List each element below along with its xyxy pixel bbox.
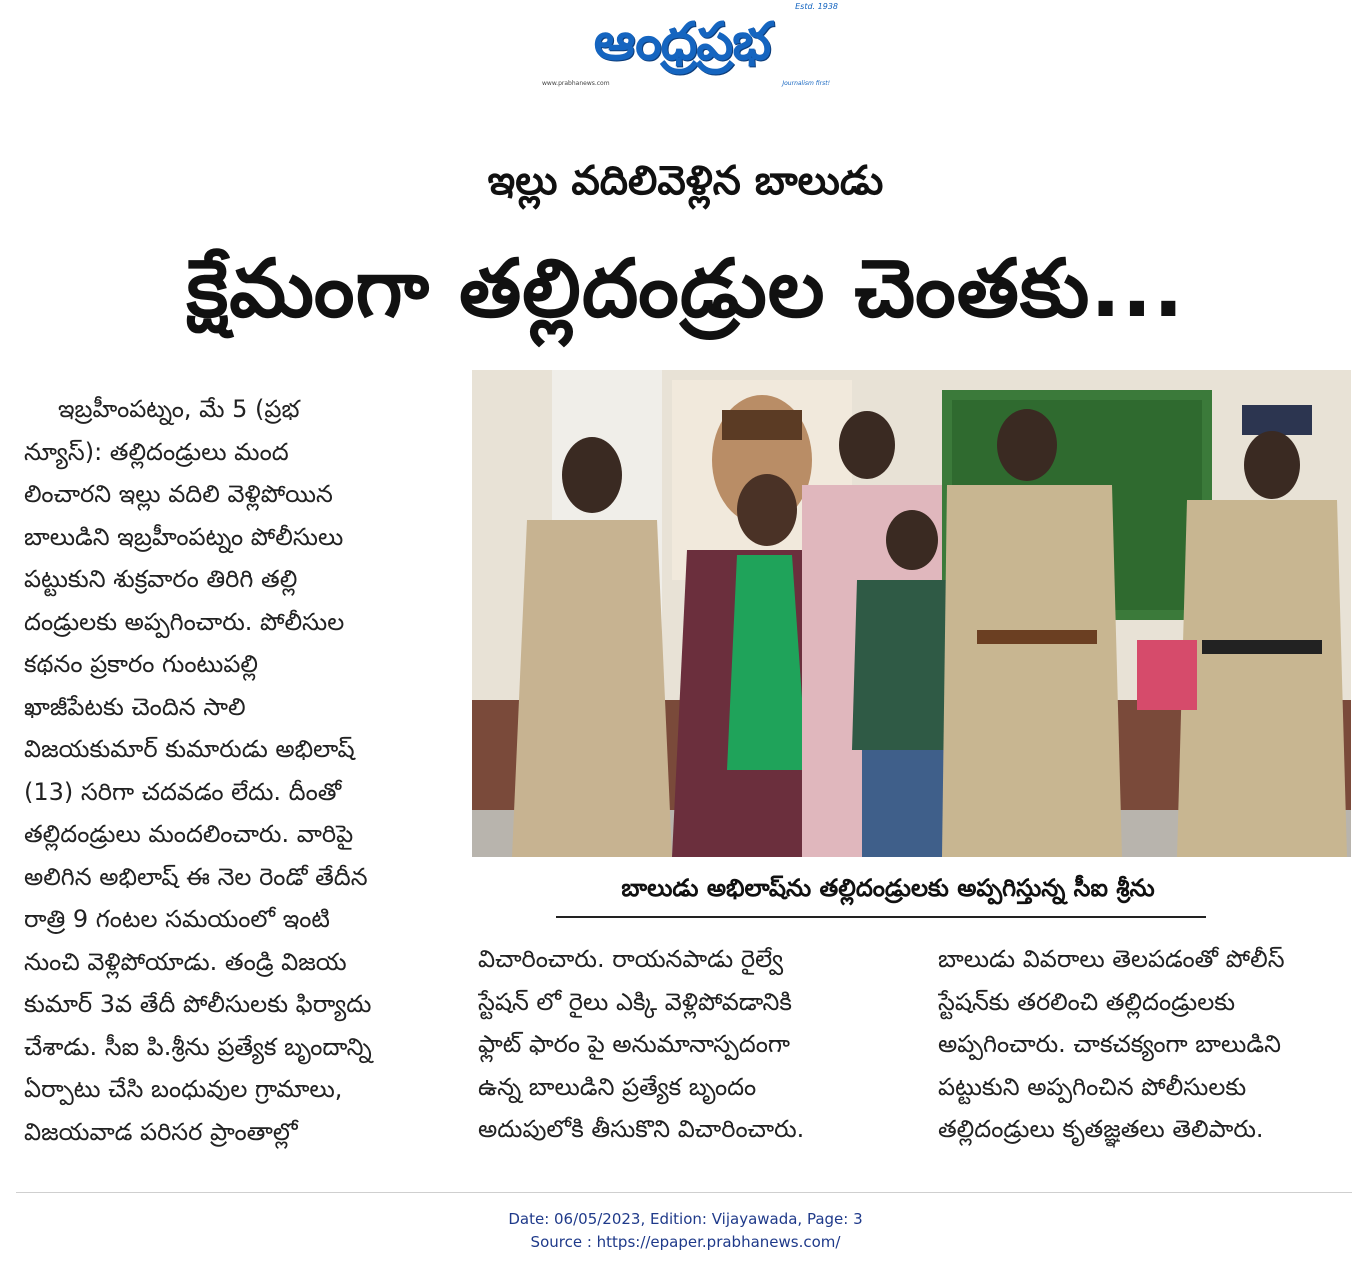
text-line: ఏర్పాటు చేసి బంధువుల గ్రామాలు,: [24, 1075, 343, 1103]
news-photo: [472, 370, 1351, 857]
article-column-3: [938, 938, 1338, 1151]
article-column-2: [478, 938, 882, 1151]
text-line: (13) సరిగా చదవడం లేదు. దీంతో: [24, 777, 342, 806]
text-line: స్టేషన్ లో రైలు ఎక్కి వెళ్లిపోవడానికి: [478, 987, 792, 1016]
photo-caption: బాలుడు అభిలాష్‌ను తల్లిదండ్రులకు అప్పగిస్తున్న సీఐ శ్రీను: [621, 874, 1155, 902]
caption-divider: [556, 916, 1206, 918]
article-kicker: ఇల్లు వదిలివెళ్లిన బాలుడు: [487, 158, 884, 204]
text-line: స్టేషన్‌కు తరలించి తల్లిదండ్రులకు: [938, 987, 1236, 1016]
masthead-tagline: Journalism first!: [782, 80, 830, 87]
text-line: ఖాజీపేటకు చెందిన సాలి: [24, 692, 246, 721]
text-line: పట్టుకుని శుక్రవారం తిరిగి తల్లి: [24, 565, 298, 593]
text-line: లించారని ఇల్లు వదిలి వెళ్లిపోయిన: [24, 480, 333, 508]
footer-divider: [16, 1192, 1352, 1193]
text-line: అప్పగించారు. చాకచక్యంగా బాలుడిని: [938, 1030, 1281, 1058]
text-line: రాత్రి 9 గంటల సమయంలో ఇంటి: [24, 905, 330, 933]
text-line: చేశాడు. సీఐ పి.శ్రీను ప్రత్యేక బృందాన్ని: [24, 1032, 372, 1061]
text-line: విజయకుమార్ కుమారుడు అభిలాష్: [24, 735, 355, 763]
footer: [0, 1208, 1371, 1254]
text-line: విజయవాడ పరిసర ప్రాంతాల్లో: [24, 1117, 298, 1146]
text-line: ఉన్న బాలుడిని ప్రత్యేక బృందం: [478, 1072, 757, 1101]
text-line: ఇబ్రహీంపట్నం, మే 5 (ప్రభ: [58, 395, 300, 423]
text-line: విచారించారు. రాయనపాడు రైల్వే: [478, 945, 784, 973]
text-line: కుమార్ 3వ తేదీ పోలీసులకు ఫిర్యాదు: [24, 990, 372, 1018]
text-line: బాలుడిని ఇబ్రహీంపట్నం పోలీసులు: [24, 522, 344, 551]
masthead-logo: [530, 2, 840, 92]
text-line: ఫ్లాట్ ఫారం పై అనుమానాస్పదంగా: [478, 1030, 791, 1058]
text-line: తల్లిదండ్రులు కృతజ్ఞతలు తెలిపారు.: [938, 1115, 1264, 1143]
masthead-title: ఆంధ్రప్రభ: [593, 12, 771, 72]
text-line: పట్టుకుని అప్పగించిన పోలీసులకు: [938, 1072, 1247, 1101]
masthead-estd: Estd. 1938: [795, 2, 838, 11]
text-line: బాలుడు వివరాలు తెలపడంతో పోలీస్: [938, 945, 1285, 973]
text-line: న్యూస్): తల్లిదండ్రులు మంద: [24, 437, 289, 466]
text-line: నుంచి వెళ్లిపోయాడు. తండ్రి విజయ: [24, 947, 347, 976]
text-line: అలిగిన అభిలాష్ ఈ నెల రెండో తేదీన: [24, 862, 368, 891]
text-line: కథనం ప్రకారం గుంటుపల్లి: [24, 650, 258, 678]
text-line: దండ్రులకు అప్పగించారు. పోలీసుల: [24, 607, 345, 636]
footer-source: Source : https://epaper.prabhanews.com/: [530, 1233, 841, 1251]
photo-illustration: [472, 370, 1351, 857]
article-headline: క్షేమంగా తల్లిదండ్రుల చెంతకు...: [186, 242, 1185, 335]
article-column-1: [24, 388, 440, 1153]
text-line: అదుపులోకి తీసుకొని విచారించారు.: [478, 1115, 805, 1143]
text-line: తల్లిదండ్రులు మందలించారు. వారిపై: [24, 820, 354, 848]
masthead-site: www.prabhanews.com: [542, 80, 610, 87]
footer-date: Date: 06/05/2023, Edition: Vijayawada, Page: 3: [508, 1210, 863, 1228]
